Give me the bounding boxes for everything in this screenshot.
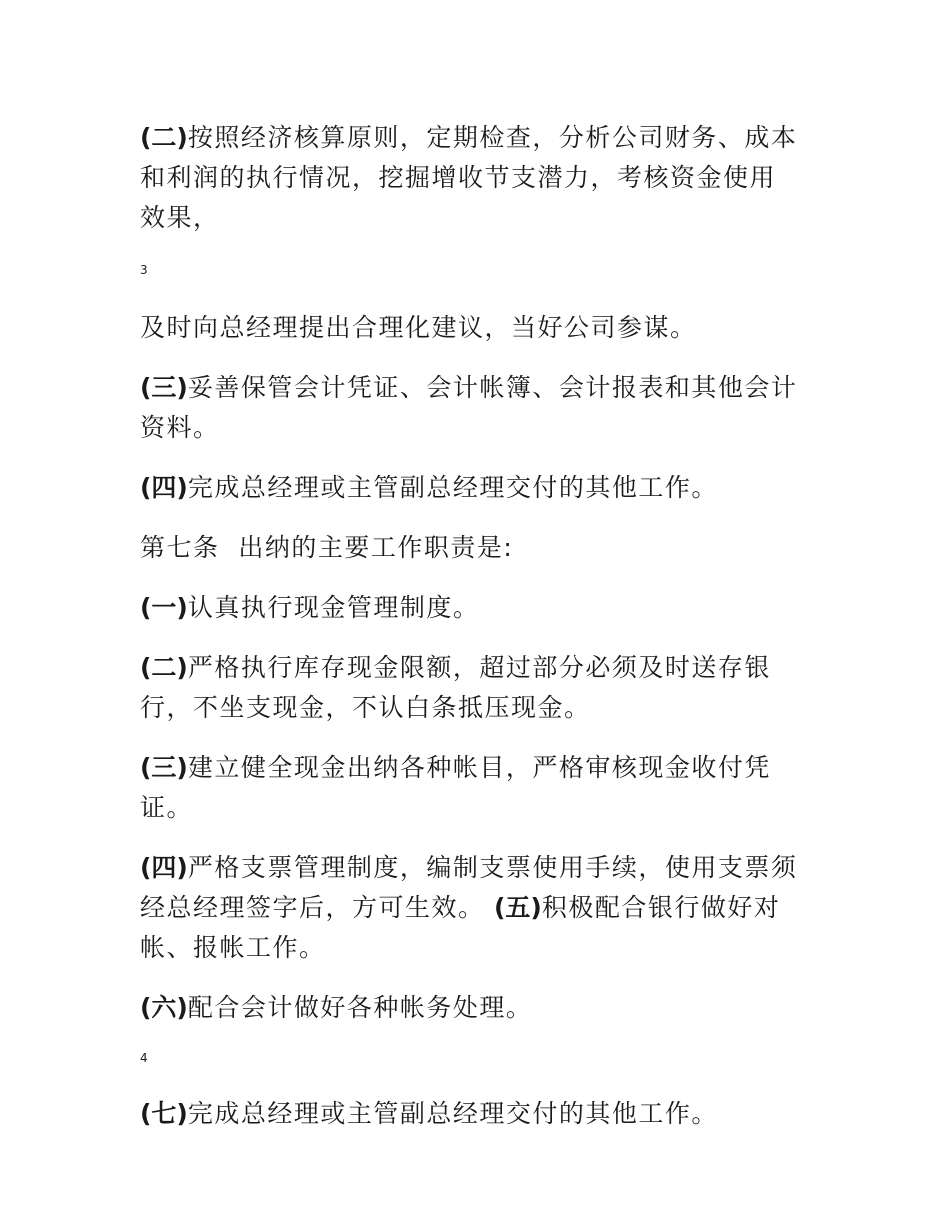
paragraph-4-other-work <box>140 468 800 508</box>
paragraph-text: 完成总经理或主管副总经理交付的其他工作。 <box>187 1099 718 1128</box>
item-number: (二) <box>140 653 188 682</box>
paragraph-text: 认真执行现金管理制度。 <box>187 593 480 622</box>
item-number: (三) <box>140 373 188 402</box>
paragraph-text: 妥善保管会计凭证、会计帐簿、会计报表和其他会计资料。 <box>140 373 798 442</box>
item-number: (七) <box>140 1099 188 1128</box>
item-number: (四) <box>140 473 188 502</box>
paragraph-text: 积极配合银行做好对帐、报帐工作。 <box>140 893 781 962</box>
article-7-heading <box>140 528 800 568</box>
cashier-item-3 <box>140 748 800 828</box>
item-number: (四) <box>140 853 188 882</box>
page-number: 3 <box>140 263 148 277</box>
paragraph-continuation <box>140 308 800 348</box>
paragraph-2-analysis <box>140 118 800 238</box>
item-number: (六) <box>140 993 188 1022</box>
paragraph-text: 配合会计做好各种帐务处理。 <box>187 993 533 1022</box>
paragraph-text: 完成总经理或主管副总经理交付的其他工作。 <box>187 473 718 502</box>
cashier-item-6 <box>140 988 800 1028</box>
document-page <box>140 118 800 1134</box>
paragraph-text: 及时向总经理提出合理化建议，当好公司参谋。 <box>140 313 697 342</box>
paragraph-text: 按照经济核算原则，定期检查，分析公司财务、成本和利润的执行情况，挖掘增收节支潜力，考核资金使用效果， <box>140 123 798 232</box>
item-number: (二) <box>140 123 188 152</box>
item-number: (三) <box>140 753 188 782</box>
paragraph-text: 严格执行库存现金限额，超过部分必须及时送存银行，不坐支现金，不认白条抵压现金。 <box>140 653 771 722</box>
paragraph-3-records <box>140 368 800 448</box>
cashier-item-7 <box>140 1094 800 1134</box>
item-number: (一) <box>140 593 188 622</box>
paragraph-text: 建立健全现金出纳各种帐目，严格审核现金收付凭证。 <box>140 753 771 822</box>
cashier-item-2 <box>140 648 800 728</box>
cashier-item-4-5 <box>140 848 800 968</box>
item-number: (五) <box>493 893 542 922</box>
cashier-item-1 <box>140 588 800 628</box>
page-number: 4 <box>140 1051 148 1065</box>
article-heading-text: 第七条 出纳的主要工作职责是: <box>140 533 514 562</box>
paragraph-text: 严格支票管理制度，编制支票使用手续，使用支票须经总经理签字后，方可生效。 <box>140 853 798 922</box>
